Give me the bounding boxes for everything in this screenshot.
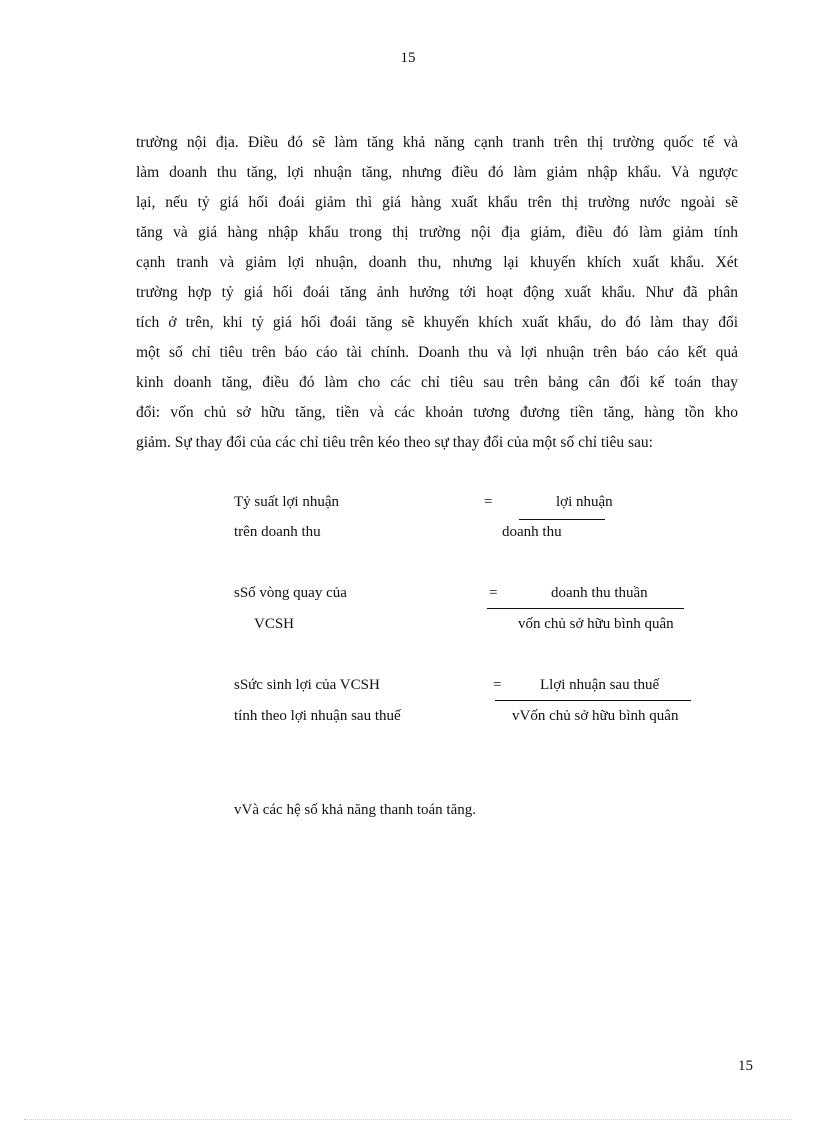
equals-sign: = (489, 585, 498, 601)
page-edge-divider (24, 1119, 792, 1120)
paragraph-line: cạnh tranh và giảm lợi nhuận, doanh thu, nhưng lại khuyến khích xuất khẩu. Xét (136, 254, 738, 271)
paragraph-line: trường nội địa. Điều đó sẽ làm tăng khả năng cạnh tranh trên thị trường quốc tế và (136, 134, 738, 151)
paragraph-line: tăng và giá hàng nhập khẩu trong thị trường nội địa giảm, điều đó làm giảm tính (136, 224, 738, 241)
paragraph-line: đổi: vốn chủ sở hữu tăng, tiền và các khoản tương đương tiền tăng, hàng tồn kho (136, 404, 738, 421)
formula-label: tính theo lợi nhuận sau thuế (234, 708, 401, 724)
fraction-bar (495, 700, 691, 701)
formula-denominator: vVốn chủ sở hữu bình quân (512, 708, 679, 724)
page-number-header: 15 (400, 50, 416, 66)
equals-sign: = (484, 494, 493, 510)
formula-numerator: doanh thu thuần (551, 585, 648, 601)
fraction-bar (519, 519, 605, 520)
formula-denominator: doanh thu (502, 524, 562, 540)
paragraph-line: giảm. Sự thay đổi của các chỉ tiêu trên kéo theo sự thay đổi của một số chỉ tiêu sau: (136, 434, 653, 451)
equals-sign: = (493, 677, 502, 693)
formula-label: Tỷ suất lợi nhuận (234, 494, 339, 510)
closing-note: vVà các hệ số khả năng thanh toán tăng. (234, 802, 476, 818)
formula-numerator: Llợi nhuận sau thuế (540, 677, 660, 693)
paragraph-line: lại, nếu tỷ giá hối đoái giảm thì giá hàng xuất khẩu trên thị trường nước ngoài sẽ (136, 194, 738, 211)
paragraph-line: tích ở trên, khi tỷ giá hối đoái tăng sẽ khuyến khích xuất khẩu, do đó làm thay đổi (136, 314, 738, 331)
paragraph-line: kinh doanh tăng, điều đó làm cho các chỉ tiêu sau trên bảng cân đối kế toán thay (136, 374, 738, 391)
paragraph-line: trường hợp tỷ giá hối đoái tăng ảnh hưởng tới hoạt động xuất khẩu. Như đã phân (136, 284, 738, 301)
page-number-footer: 15 (738, 1058, 753, 1074)
formula-label: sSức sinh lợi của VCSH (234, 677, 380, 693)
formula-label: VCSH (254, 616, 295, 632)
body-paragraph (136, 128, 738, 458)
paragraph-line: làm doanh thu tăng, lợi nhuận tăng, nhưng điều đó làm giảm nhập khẩu. Và ngược (136, 164, 738, 181)
formula-label: sSố vòng quay của (234, 585, 347, 601)
formula-numerator: lợi nhuận (556, 494, 613, 510)
paragraph-line: một số chỉ tiêu trên báo cáo tài chính. Doanh thu và lợi nhuận trên báo cáo kết quả (136, 344, 738, 361)
fraction-bar (487, 608, 684, 609)
formula-denominator: vốn chủ sở hữu bình quân (518, 616, 674, 632)
formula-label: trên doanh thu (234, 524, 321, 540)
